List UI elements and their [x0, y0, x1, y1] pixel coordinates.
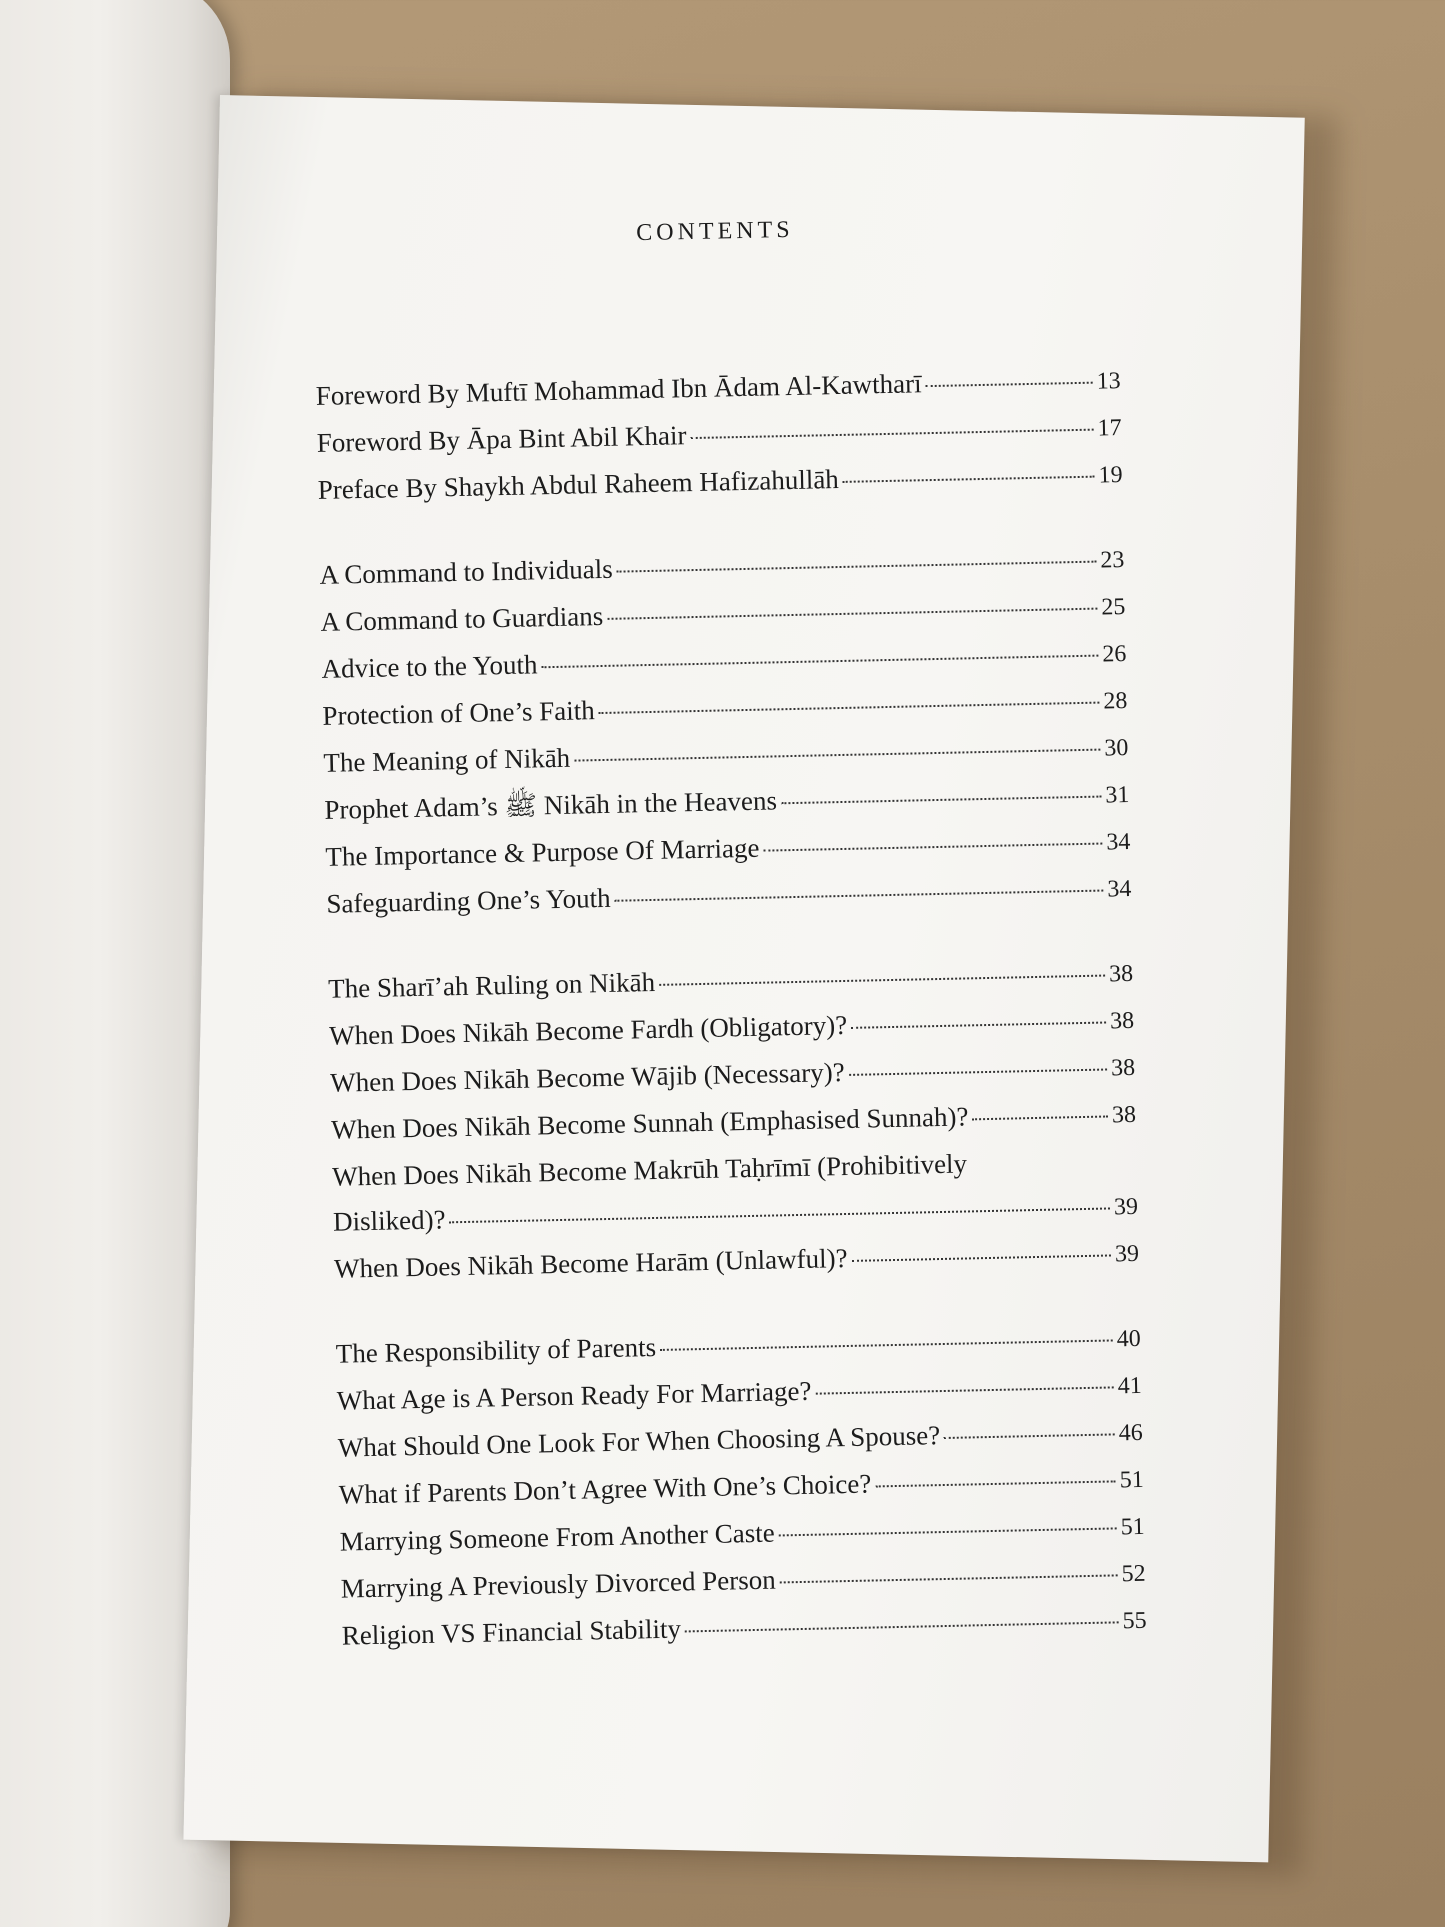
dot-leader: [849, 1069, 1107, 1076]
toc-entry-title: What if Parents Don’t Agree With One’s Choice?: [338, 1468, 872, 1510]
toc-entry-title: When Does Nikāh Become Harām (Unlawful)?: [333, 1242, 848, 1284]
toc-entry-page-number: 55: [1122, 1607, 1147, 1635]
toc-entry-page-number: 41: [1117, 1372, 1142, 1400]
toc-entry-page-number: 39: [1114, 1240, 1140, 1268]
toc-entry-title: What Age is A Person Ready For Marriage?: [336, 1375, 812, 1416]
toc-section: [328, 950, 1140, 1294]
toc-entry-title: When Does Nikāh Become Sunnah (Emphasised Sunnah)?: [330, 1101, 969, 1145]
dot-leader: [972, 1115, 1108, 1120]
dot-leader: [843, 476, 1095, 483]
toc-entry-title: When Does Nikāh Become Makrūh Taḥrīmī (Prohibitively: [331, 1148, 968, 1192]
toc-entry-title: The Importance & Purpose Of Marriage: [325, 832, 760, 872]
dot-leader: [851, 1022, 1106, 1029]
toc-entry-title: Disliked)?: [332, 1204, 446, 1237]
toc-entry-page-number: 13: [1096, 368, 1121, 395]
toc-entry-title: Prophet Adam’s ﷺ Nikāh in the Heavens: [324, 785, 778, 825]
dot-leader: [690, 429, 1093, 439]
toc-entry-title: Advice to the Youth: [321, 649, 538, 684]
dot-leader: [450, 1207, 1110, 1223]
toc-entry-page-number: 19: [1098, 462, 1123, 489]
toc-entry-title: Marrying Someone From Another Caste: [339, 1517, 775, 1557]
toc-entry-page-number: 51: [1120, 1513, 1145, 1541]
toc-sections: [315, 357, 1147, 1661]
dot-leader: [685, 1621, 1119, 1632]
toc-entry-page-number: 31: [1105, 781, 1130, 809]
toc-entry-title: What Should One Look For When Choosing A Spouse?: [337, 1420, 941, 1463]
toc-entry-title: The Sharī’ah Ruling on Nikāh: [327, 966, 656, 1004]
toc-section: [315, 357, 1123, 515]
toc-entry-page-number: 30: [1104, 734, 1129, 762]
toc-entry-page-number: 38: [1110, 1054, 1136, 1082]
toc-entry-page-number: 38: [1109, 1007, 1135, 1035]
toc-entry-title: Protection of One’s Faith: [322, 695, 595, 731]
toc-entry-title: When Does Nikāh Become Wājib (Necessary)?: [329, 1057, 845, 1098]
toc-section: [335, 1315, 1147, 1661]
toc-entry-title: Preface By Shaykh Abdul Raheem Hafizahullāh: [317, 463, 840, 505]
dot-leader: [852, 1254, 1111, 1261]
dot-leader: [926, 382, 1093, 387]
toc-entry-page-number: 38: [1111, 1101, 1137, 1129]
toc-entry-page-number: 38: [1108, 960, 1134, 988]
contents-page: [183, 95, 1304, 1862]
dot-leader: [660, 1339, 1113, 1350]
toc-entry-page-number: 34: [1107, 875, 1132, 903]
toc-entry-page-number: 34: [1106, 828, 1131, 856]
toc-entry-page-number: 39: [1113, 1193, 1139, 1221]
toc-entry-page-number: 51: [1119, 1466, 1144, 1494]
toc-entry-title: A Command to Individuals: [319, 553, 614, 590]
dot-leader: [659, 975, 1105, 986]
toc-entry-title: The Responsibility of Parents: [335, 1332, 657, 1369]
contents-heading: CONTENTS: [636, 216, 794, 247]
dot-leader: [615, 890, 1104, 902]
toc-entry-page-number: 40: [1116, 1325, 1141, 1353]
dot-leader: [764, 843, 1103, 852]
dot-leader: [815, 1386, 1113, 1394]
toc-entry-title: Foreword By Muftī Mohammad Ibn Ādam Al-Kawtharī: [315, 368, 922, 411]
toc-entry-title: When Does Nikāh Become Fardh (Obligatory)?: [328, 1009, 848, 1051]
contents-list: [312, 210, 1148, 1699]
toc-entry-page-number: 28: [1103, 687, 1128, 715]
dot-leader: [875, 1480, 1115, 1487]
dot-leader: [617, 561, 1097, 573]
dot-leader: [607, 608, 1097, 620]
toc-entry-title: Marrying A Previously Divorced Person: [340, 1564, 776, 1604]
toc-entry-title: Foreword By Āpa Bint Abil Khair: [316, 420, 687, 458]
toc-entry-page-number: 46: [1118, 1419, 1143, 1447]
dot-leader: [599, 702, 1100, 714]
dot-leader: [574, 749, 1100, 762]
toc-entry-title: Religion VS Financial Stability: [341, 1613, 682, 1651]
toc-entry-page-number: 23: [1100, 547, 1125, 574]
dot-leader: [780, 1574, 1118, 1583]
toc-section: [319, 536, 1132, 929]
toc-entry-page-number: 26: [1102, 641, 1127, 668]
dot-leader: [944, 1433, 1115, 1439]
toc-entry-title: Safeguarding One’s Youth: [326, 882, 611, 919]
dot-leader: [542, 655, 1099, 669]
dot-leader: [781, 796, 1101, 805]
toc-entry-page-number: 25: [1101, 594, 1126, 621]
toc-entry-page-number: 17: [1097, 415, 1122, 442]
toc-entry-title: A Command to Guardians: [320, 600, 604, 637]
toc-entry-page-number: 52: [1121, 1560, 1146, 1588]
dot-leader: [779, 1527, 1117, 1536]
toc-entry-title: The Meaning of Nikāh: [323, 742, 571, 778]
